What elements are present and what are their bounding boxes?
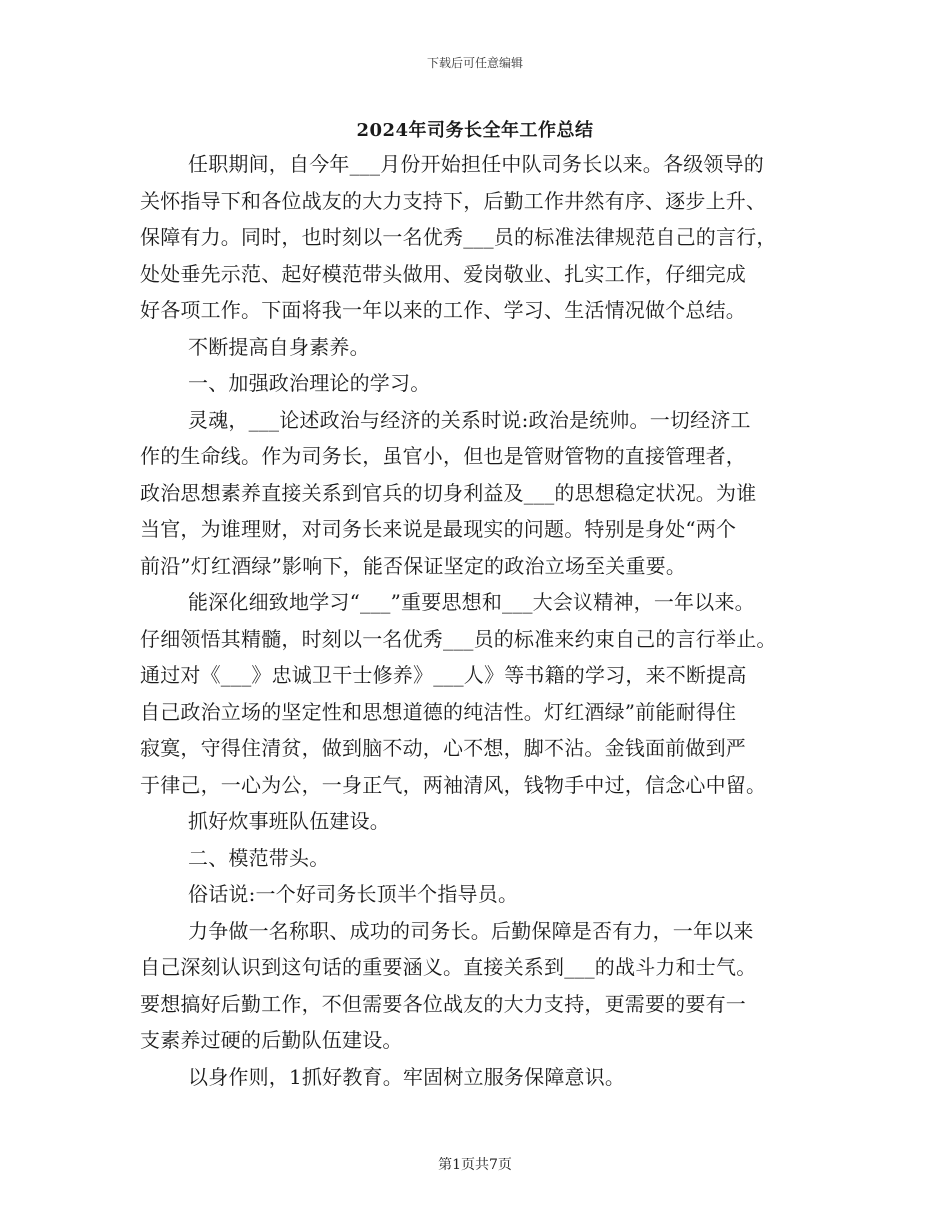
text-line: 当官，为谁理财，对司务长来说是最现实的问题。特别是身处“两个 [140, 517, 737, 541]
text-line: 政治思想素养直接关系到官兵的切身利益及___的思想稳定状况。为谁 [140, 480, 757, 505]
text-line: 能深化细致地学习“___”重要思想和___大会议精神，一年以来。 [188, 590, 755, 614]
text-line: 自己政治立场的坚定性和思想道德的纯洁性。灯红酒绿”前能耐得住 [140, 699, 737, 724]
text-line: 自己深刻认识到这句话的重要涵义。直接关系到___的战斗力和士气。 [140, 955, 757, 979]
text-line: 抓好炊事班队伍建设。 [188, 809, 390, 833]
text-line: 二、模范带头。 [188, 845, 330, 870]
header-note: 下载后可任意编辑 [426, 56, 523, 70]
text-line: 灵魂，___论述政治与经济的关系时说:政治是统帅。一切经济工 [188, 407, 751, 432]
page-footer: 第1页共7页 [438, 1157, 512, 1173]
text-line: 保障有力。同时，也时刻以一名优秀___员的标准法律规范自己的言行， [140, 225, 777, 249]
text-line: 前沿”灯红酒绿”影响下，能否保证坚定的政治立场至关重要。 [140, 553, 687, 578]
text-line: 以身作则，1抓好教育。牢固树立服务保障意识。 [188, 1064, 626, 1089]
document-title: 2024年司务长全年工作总结 [356, 120, 594, 141]
document-body [140, 150, 820, 1099]
text-line: 仔细领悟其精髓，时刻以一名优秀___员的标准来约束自己的言行举止。 [140, 626, 777, 651]
text-line: 要想搞好后勤工作，不但需要各位战友的大力支持，更需要的要有一 [140, 991, 746, 1016]
text-line: 于律己，一心为公，一身正气，两袖清风，钱物手中过，信念心中留。 [140, 772, 767, 797]
text-line: 寂寞，守得住清贫，做到脑不动，心不想，脚不沾。金钱面前做到严 [140, 736, 746, 760]
text-line: 任职期间，自今年___月份开始担任中队司务长以来。各级领导的 [188, 152, 764, 176]
text-line: 处处垂先示范、起好模范带头做用、爱岗敬业、扎实工作，仔细完成 [140, 261, 746, 286]
text-line: 通过对《___》忠诚卫干士修养》___人》等书籍的学习，来不断提高 [140, 663, 747, 687]
text-line: 一、加强政治理论的学习。 [188, 371, 431, 395]
text-line: 好各项工作。下面将我一年以来的工作、学习、生活情况做个总结。 [140, 298, 746, 322]
text-line: 俗话说:一个好司务长顶半个指导员。 [188, 882, 519, 906]
text-line: 支素养过硬的后勤队伍建设。 [140, 1028, 403, 1052]
text-line: 不断提高自身素养。 [188, 334, 370, 359]
text-line: 作的生命线。作为司务长，虽官小，但也是管财管物的直接管理者， [140, 444, 746, 468]
text-line: 关怀指导下和各位战友的大力支持下，后勤工作井然有序、逐步上升、 [140, 188, 767, 213]
text-line: 力争做一名称职、成功的司务长。后勤保障是否有力，一年以来 [188, 918, 754, 943]
